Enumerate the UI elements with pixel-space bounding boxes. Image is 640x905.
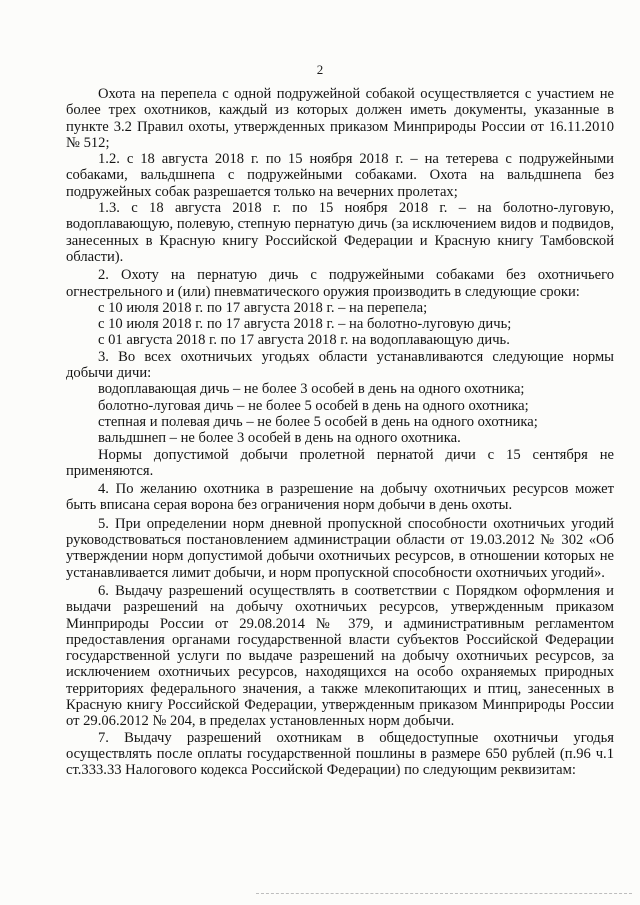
paragraph-quail-hunting: Охота на перепела с одной подружейной собакой осуществляется с участием не более трех охотников, каждый из которых должен иметь документы, указанные в пункте 3.2 Правил охоты, утвержденных приказом Минприроды России от 16.11.2010 № 512; [66, 86, 614, 151]
list-item-period-marsh: с 10 июля 2018 г. по 17 августа 2018 г. – на болотно-луговую дичь; [98, 316, 512, 333]
list-item-norm-woodcock: вальдшнеп – не более 3 особей в день на одного охотника. [98, 430, 461, 447]
document-body [66, 86, 614, 778]
paragraph-4: 4. По желанию охотника в разрешение на добычу охотничьих ресурсов может быть вписана серая ворона без ограничения норм добычи в день охоты. [66, 481, 614, 514]
list-item-norm-marsh: болотно-луговая дичь – не более 5 особей в день на одного охотника; [98, 397, 529, 414]
paragraph-5: 5. При определении норм дневной пропускной способности охотничьих угодий руководствоваться постановлением администрации области от 19.03.2012 № 302 «Об утверждении норм допустимой добычи охотничьих ресурсов, в отношении которых не устанавливается лимит добычи, и норм пропускной способности охотничьих угодий». [66, 515, 614, 581]
paragraph-1-3: 1.3. с 18 августа 2018 г. по 15 ноября 2018 г. – на болотно-луговую, водоплавающую, полевую, степную пернатую дичь (за исключением видов и подвидов, занесенных в Красную книгу Российской Федерации и Красную книгу Тамбовской области). [66, 200, 614, 265]
list-item-period-waterfowl: с 01 августа 2018 г. по 17 августа 2018 г. на водоплавающую дичь. [98, 332, 510, 349]
list-item-norm-waterfowl: водоплавающая дичь – не более 3 особей в день на одного охотника; [98, 381, 525, 398]
list-item-period-quail: с 10 июля 2018 г. по 17 августа 2018 г. – на перепела; [98, 299, 428, 316]
paragraph-7: 7. Выдачу разрешений охотникам в общедоступные охотничьи угодья осуществлять после оплаты государственной пошлины в размере 650 рублей (п.96 ч.1 ст.333.33 Налогового кодекса Российской Федерации) по следующим реквизитам: [66, 729, 614, 779]
paragraph-norms-note: Нормы допустимой добычи пролетной пернатой дичи с 15 сентября не применяются. [66, 446, 614, 479]
paragraph-6: 6. Выдачу разрешений осуществлять в соответствии с Порядком оформления и выдачи разрешений на добычу охотничьих ресурсов, утвержденным приказом Минприроды России от 29.08.2014 № 379, и административным регламентом предоставления органами государственной власти субъектов Российской Федерации государственной услуги по выдаче разрешений на добычу охотничьих ресурсов, за исключением охотничьих ресурсов, находящихся на особо охраняемых природных территориях федерального значения, а также млекопитающих и птиц, занесенных в Красную книгу Российской Федерации, утвержденным приказом Минприроды России от 29.06.2012 № 204, в пределах установленных норм добычи. [66, 582, 614, 730]
paragraph-2: 2. Охоту на пернатую дичь с подружейными собаками без охотничьего огнестрельного и (или) пневматического оружия производить в следующие сроки: [66, 267, 614, 300]
list-item-norm-field: степная и полевая дичь – не более 5 особей в день на одного охотника; [98, 413, 538, 430]
paragraph-3: 3. Во всех охотничьих угодьях области устанавливаются следующие нормы добычи дичи: [66, 348, 614, 382]
scan-artifact-line [256, 893, 632, 896]
page-number: 2 [316, 62, 324, 77]
paragraph-1-2: 1.2. с 18 августа 2018 г. по 15 ноября 2018 г. – на тетерева с подружейными собаками, вальдшнепа с подружейными собаками. Охота на вальдшнепа без подружейных собак разрешается только на вечерних пролетах; [66, 151, 614, 200]
